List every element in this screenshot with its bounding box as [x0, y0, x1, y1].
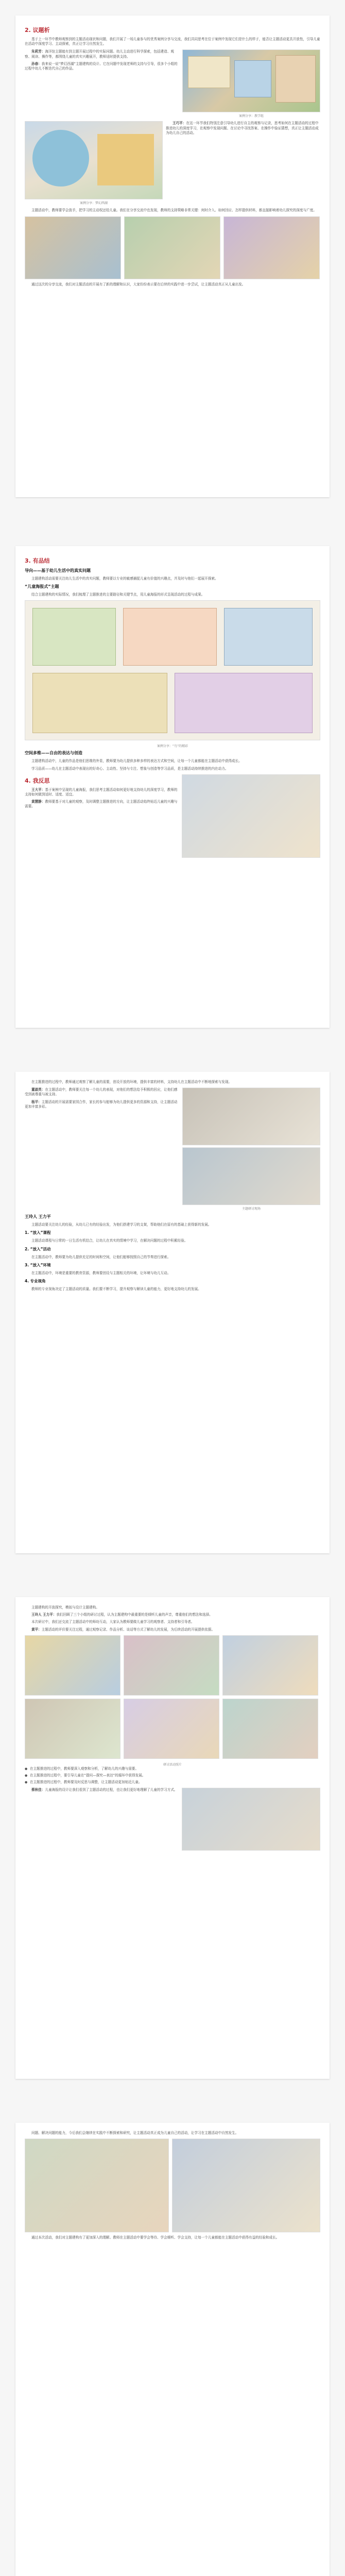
- paragraph: 海洋馆主题能有到主题开展过程中的实际问题。幼儿主动进行科学探索，包括建造、观察、阅读、操作等，都围绕儿童的真实兴趣展开，教师适时提供支持。: [25, 49, 174, 59]
- photo-caption: 案例分享：“鸟”的精彩: [157, 744, 188, 749]
- paragraph: 结合主题建构的实际情况，我们梳理了主题推进的主要路径和关键节点，用儿童海报的形式呈现活动的过程与成果。: [31, 592, 205, 597]
- speaker-name: 王巧平：: [173, 121, 186, 126]
- paragraph: 本次研讨中，我们还交流了主题活动中的师幼互动，大家认为教师要做儿童学习的观察者、支持者和引导者。: [31, 1620, 195, 1624]
- paragraph: 主题建构活动中，儿童的作品是他们思维的外显，教师要为幼儿提供多种多样的表达方式和空间，让每一个儿童都能在主题活动中获得成长。: [31, 759, 242, 764]
- paragraph: 主题活动中，教师要学会放手，把学习的主动权还给儿童。我们在分享交流中也发现，教师的支持策略非常关键：何时介入、如何回应、怎样提供材料，都直接影响着幼儿探究的深度与广度。: [31, 208, 317, 213]
- activity-photo: [223, 216, 320, 279]
- paragraph: 儿童海报的设计让我们看到了主题活动的过程，也让我们更好地理解了儿童的学习方式。: [45, 1788, 178, 1792]
- activity-photo: [124, 1635, 219, 1696]
- paragraph: 问题、解决问题的能力，今后我们会继续在实践中不断探索和研究，让主题活动真正成为儿童自己的活动，让学习在主题活动中自然发生。: [31, 2131, 239, 2135]
- activity-photo: [25, 216, 121, 279]
- activity-photo: [172, 2139, 320, 2232]
- document-page-4: [15, 1597, 330, 2079]
- paragraph: 主题活动的评价要关注过程，通过观察记录、作品分析、谈话等方式了解幼儿的发展，为后续活动的开展提供依据。: [41, 1627, 215, 1632]
- sub-heading: 3. “放入”环境: [25, 1262, 51, 1267]
- activity-photo: [25, 1699, 120, 1759]
- case-photo: [25, 121, 163, 199]
- document-page-3: [15, 1072, 330, 1553]
- paragraph: 教师的专业视角决定了主题活动的质量。我们要不断学习，提升观察与解读儿童的能力，更好地支持幼儿的发展。: [31, 1287, 201, 1292]
- speaker-name: 杨平：: [31, 1099, 42, 1104]
- paragraph: 基于上一环节中教师观察到的主题活动现状和问题，我们开展了一场儿童参与的优秀案例分享与交流，我们共同思考在位于案例中发现它们是什么的样子，能否让主题活动更具开放性，引导儿童在活动中深度学习、主动探索，真正让学习自然发生。: [25, 37, 320, 46]
- paragraph: 在主题活动中，环境是重要的教育资源，教师要创设与主题相关的环境，让环境与幼儿互动。: [31, 1270, 171, 1275]
- section-heading: 3. 有品结: [25, 557, 50, 564]
- activity-photo: [182, 1788, 320, 1851]
- bullet-item: ● 在主题推进的过程中，要引导儿童在“提问—探究—表达”的循环中获得发展。: [25, 1773, 320, 1778]
- speaker-name: 王大平：: [31, 787, 45, 792]
- document-page-5: [15, 2123, 330, 2576]
- sub-heading: 导向——基于幼儿生活中的真实问题: [25, 568, 91, 573]
- bullet-item: ● 在主题推进的过程中，教师要深入观察和分析，了解幼儿的兴趣与需要。: [25, 1767, 320, 1771]
- paragraph: 我来说一说“梦幻西湖”主题建构的设计。它在问题中发现老师的支持与引导，很多个小组的过程中幼儿不断迭代自己的作品。: [25, 61, 178, 71]
- paragraph: 学习品质——幼儿在主题活动中表现出的好奇心、主动性、坚持与专注、想象与创造等学习品质，是主题活动持续推进的内在动力。: [31, 766, 229, 771]
- paragraph: 我们回顾了三个小组的研讨过程，认为主题建构中最重要的是倾听儿童的声音，尊重他们的想法和选择。: [56, 1613, 213, 1617]
- sub-heading: “儿童海报式”主题: [25, 584, 59, 589]
- sub-heading: 4. 专业视角: [25, 1279, 46, 1284]
- poster-photo: [25, 600, 320, 740]
- section-heading: 4. 我反思: [25, 777, 50, 784]
- speaker-name: 黄慧静：: [31, 800, 45, 804]
- speaker-name: 董淑英：: [31, 1088, 45, 1092]
- photo-caption: 案例分享：教学组: [238, 114, 264, 118]
- paragraph: 在主题活动中，教师要关注每一个幼儿的表现，对他们的想法给予积极的回应，让他们感受到被尊重与被支持。: [25, 1088, 178, 1097]
- activity-photo: [124, 1699, 219, 1759]
- paragraph: 主题建构活动需要关注幼儿生活中的真实问题，教师要以专业的敏感捕捉儿童有价值的兴趣点，并及时与他们一起展开探索。: [31, 577, 218, 581]
- paragraph: 主题活动的开展需要家园合作，家长的参与能够为幼儿提供更多的资源和支持，让主题活动更加丰富多彩。: [25, 1099, 178, 1109]
- paragraph: 主题建构的开放探究，模拟与设计主题建构。: [31, 1605, 99, 1609]
- document-page-2: [15, 546, 330, 1028]
- bullet-item: ● 在主题推进的过程中，教师要及时反思与调整，让主题活动更加贴近儿童。: [25, 1780, 320, 1785]
- paragraph: 通过这次的分享交流，我们对主题活动的开展有了新的理解和认识，大家纷纷表示要在后续的实践中进一步尝试，让主题活动真正从儿童出发。: [31, 282, 246, 286]
- sub-heading: 1. “放入”课程: [25, 1230, 51, 1235]
- document-page-1: [15, 15, 330, 497]
- section-heading: 2. 议题析: [25, 27, 50, 33]
- paragraph: 基于案例中呈现的儿童海报，我们思考主题活动如何更好地支持幼儿的深度学习，教师的支持如何做到适时、适度、适宜。: [25, 787, 178, 797]
- meeting-photo: [182, 1147, 320, 1205]
- activity-photo: [222, 1635, 318, 1696]
- sub-heading: 2. “放入”活动: [25, 1246, 51, 1251]
- speaker-name: 孙春：: [31, 61, 42, 66]
- paragraph: 通过本次活动，我们对主题建构有了更加深入的理解。教师在主题活动中要学会等待、学会倾听、学会支持，让每一个儿童都能在主题活动中获得有益的经验和成长。: [31, 2235, 280, 2240]
- photo-caption: 主题研讨现场: [242, 1207, 261, 1211]
- sub-heading: 王玲人 王力平: [25, 1214, 51, 1219]
- paragraph: 主题活动课程与日常的一日生活有机结合，让幼儿在真实的情境中学习，在解决问题的过程中积累经验。: [31, 1239, 188, 1243]
- activity-photo: [25, 1635, 120, 1696]
- activity-photo: [25, 2139, 169, 2232]
- paragraph: 在主题推进的过程中，教师通过观察了解儿童的需要，创设开放的环境，提供丰富的材料，支持幼儿在主题活动中不断地探索与发现。: [31, 1080, 232, 1084]
- paragraph: 在这一环节我们特别注意引导幼儿进行自主的观察与记录，思考如何在主题活动的过程中推进幼儿的深度学习，在观察中发现问题、在讨论中寻找答案、在操作中验证猜想，真正让主题活动成为幼儿自己的活动。: [166, 121, 319, 135]
- case-photo: [182, 49, 320, 112]
- sub-heading: 空间多维——自由的表达与创造: [25, 751, 82, 756]
- paragraph: 教师要基于对儿童的观察，及时调整主题推进的方向，让主题活动始终贴近儿童的兴趣与需要。: [25, 800, 178, 809]
- meeting-photo: [182, 1088, 320, 1145]
- speaker-name: 蔡秋佳：: [31, 1788, 45, 1792]
- activity-photo: [182, 774, 320, 858]
- activity-photo: [124, 216, 220, 279]
- paragraph: 主题活动要关注幼儿的经验，从幼儿已有的经验出发，为他们搭建学习的支架，帮助他们在原有的基础上获得新的发展。: [31, 1223, 212, 1227]
- activity-photo: [222, 1699, 318, 1759]
- speaker-name: 王玲人 王力平：: [31, 1613, 57, 1617]
- speaker-name: 朱莉芳：: [31, 49, 45, 54]
- speaker-name: 黄平：: [31, 1627, 42, 1632]
- paragraph: 在主题活动中，教师要为幼儿提供充足的时间和空间，让他们能够按照自己的节奏进行探索。: [31, 1255, 171, 1259]
- photo-caption: 案例分享：梦幻西湖: [79, 201, 108, 206]
- photo-caption: 研讨活动照片: [163, 1762, 182, 1767]
